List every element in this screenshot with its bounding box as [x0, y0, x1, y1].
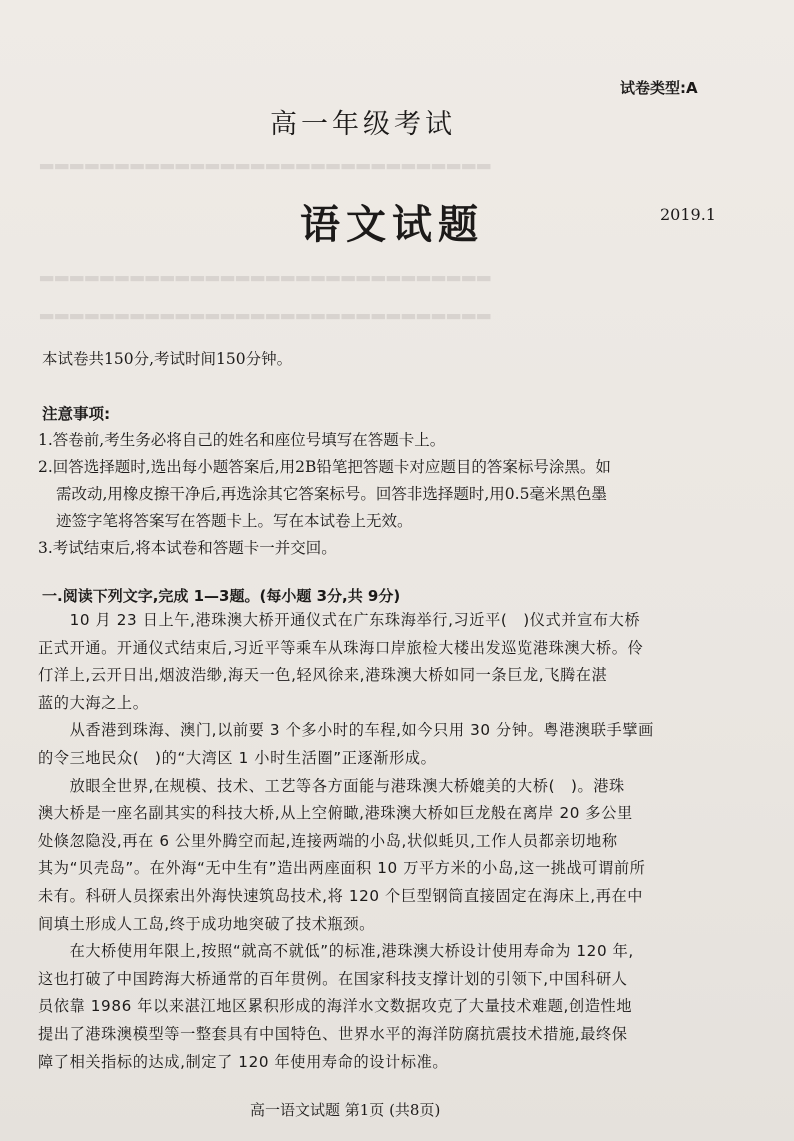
passage-line: 10 月 23 日上午,港珠澳大桥开通仪式在广东珠海举行,习近平( )仪式并宣布大桥 [38, 611, 641, 629]
notice-item: 3.考试结束后,将本试卷和答题卡一并交回。 [38, 539, 337, 557]
notice-item: 1.答卷前,考生务必将自己的姓名和座位号填写在答题卡上。 [38, 431, 446, 449]
passage-line: 间填土形成人工岛,终于成功地突破了技术瓶颈。 [38, 914, 375, 933]
passage-line: 放眼全世界,在规模、技术、工艺等各方面能与港珠澳大桥媲美的大桥( )。港珠 [38, 776, 625, 795]
notice-item: 迹签字笔将答案写在答题卡上。写在本试卷上无效。 [56, 512, 413, 530]
bleed-through-texture: ▂▂▂▂▂▂▂▂▂▂▂▂▂▂▂▂▂▂▂▂▂▂▂▂▂▂▂▂▂▂ [40, 150, 493, 170]
exam-type-label: 试卷类型:A [620, 79, 698, 97]
passage-line: 的令三地民众( )的“大湾区 1 小时生活圈”正逐渐形成。 [38, 748, 437, 767]
passage-line: 员依靠 1986 年以来湛江地区累积形成的海洋水文数据攻克了大量技术难题,创造性地 [38, 997, 633, 1016]
exam-date: 2019.1 [660, 205, 716, 224]
reading-passage [38, 607, 728, 1076]
passage-line: 其为“贝壳岛”。在外海“无中生有”造出两座面积 10 万平方米的小岛,这一挑战可谓前所 [38, 859, 646, 878]
passage-line: 澳大桥是一座名副其实的科技大桥,从上空俯瞰,港珠澳大桥如巨龙般在离岸 20 多公里 [38, 804, 633, 823]
exam-title: 高一年级考试 [270, 109, 456, 140]
notice-heading: 注意事项: [42, 405, 111, 423]
bleed-through-texture: ▂▂▂▂▂▂▂▂▂▂▂▂▂▂▂▂▂▂▂▂▂▂▂▂▂▂▂▂▂▂ [40, 300, 493, 320]
bleed-through-texture: ▂▂▂▂▂▂▂▂▂▂▂▂▂▂▂▂▂▂▂▂▂▂▂▂▂▂▂▂▂▂ [40, 262, 493, 282]
passage-line: 仃洋上,云开日出,烟波浩缈,海天一色,轻风徐来,港珠澳大桥如同一条巨龙,飞腾在湛 [38, 666, 608, 685]
passage-line: 处倏忽隐没,再在 6 公里外腾空而起,连接两端的小岛,状似蚝贝,工作人员都亲切地称 [38, 831, 618, 850]
notice-list [38, 427, 728, 562]
notice-item: 2.回答选择题时,选出每小题答案后,用2B铅笔把答题卡对应题目的答案标号涂黑。如 [38, 458, 611, 476]
passage-line: 蓝的大海之上。 [38, 693, 149, 712]
passage-line: 正式开通。开通仪式结束后,习近平等乘车从珠海口岸旅检大楼出发巡览港珠澳大桥。伶 [38, 638, 644, 657]
subject-title: 语文试题 [300, 202, 484, 248]
passage-line: 在大桥使用年限上,按照“就高不就低”的标准,港珠澳大桥设计使用寿命为 120 年, [38, 942, 634, 961]
page-footer: 高一语文试题 第1页 (共8页) [250, 1101, 441, 1119]
exam-intro: 本试卷共150分,考试时间150分钟。 [42, 350, 293, 368]
passage-line: 从香港到珠海、澳门,以前要 3 个多小时的车程,如今只用 30 分钟。粤港澳联手擘画 [38, 721, 654, 740]
passage-line: 提出了港珠澳模型等一整套具有中国特色、世界水平的海洋防腐抗震技术措施,最终保 [38, 1024, 628, 1043]
passage-line: 障了相关指标的达成,制定了 120 年使用寿命的设计标准。 [38, 1052, 449, 1071]
passage-line: 未有。科研人员探索出外海快速筑岛技术,将 120 个巨型钢筒直接固定在海床上,再在中 [38, 886, 644, 905]
passage-line: 这也打破了中国跨海大桥通常的百年贯例。在国家科技支撑计划的引领下,中国科研人 [38, 969, 628, 988]
notice-item: 需改动,用橡皮擦干净后,再选涂其它答案标号。回答非选择题时,用0.5毫米黑色墨 [56, 485, 607, 503]
section-heading: 一.阅读下列文字,完成 1—3题。(每小题 3分,共 9分) [42, 587, 401, 605]
